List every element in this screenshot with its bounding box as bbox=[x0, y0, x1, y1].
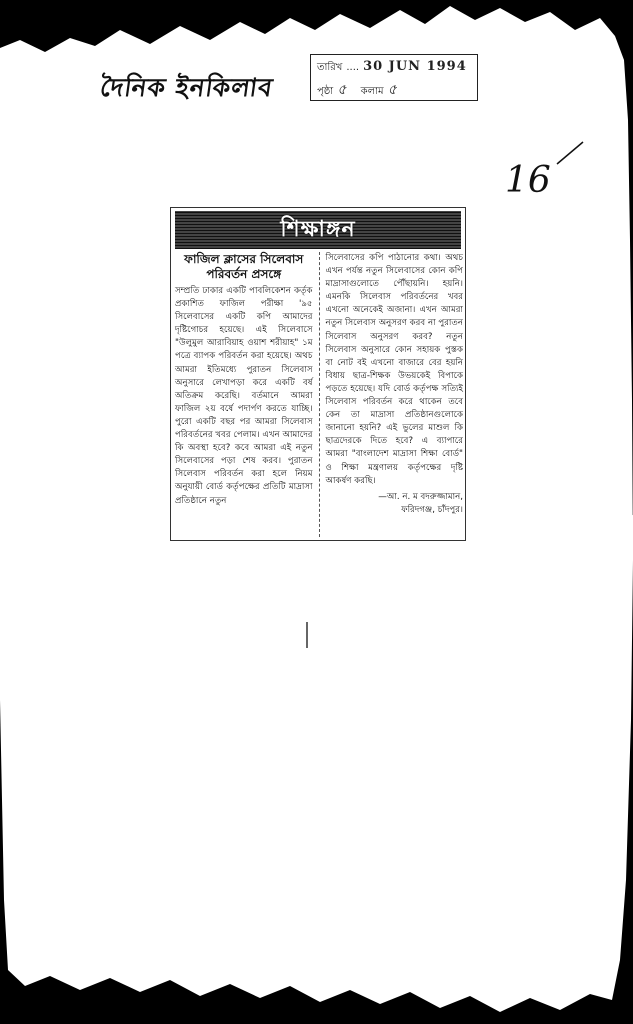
article-headline: ফাজিল ক্লাসের সিলেবাস পরিবর্তন প্রসঙ্গে bbox=[184, 252, 304, 281]
column-divider bbox=[319, 252, 320, 537]
article-column-2 bbox=[326, 252, 464, 537]
handwritten-page-number: 16 bbox=[505, 160, 551, 201]
author-name: —আ. ন. ম বদরুজ্জামান, bbox=[378, 491, 463, 502]
article-text-column-1: সম্প্রতি ঢাকার একটি পাবলিকেশন কর্তৃক প্রকাশিত ফাজিল পরীক্ষা '৯৫ সিলেবাসের একটি কপি আমাদের দৃষ্টিগোচর হয়েছে। এই সিলেবাসে "উলুমুল আরাবিয়াহ ওয়াশ শরীয়াহ" ১ম পত্রে ব্যাপক পরিবর্তন করা হয়েছে। অথচ আমরা ইতিমধ্যে পুরাতন সিলেবাস অনুসারে লেখাপড়া করে একটি বর্ষ অতিক্রম করেছি। বর্তমানে আমরা ফাজিল ২য় বর্ষে পদার্পণ করতে যাচ্ছি। পুরো একটি বছর পর আমরা সিলেবাস পরিবর্তনের খবর পেলাম। এখন আমাদের কি অবস্থা হবে? কবে আমরা এই নতুন সিলেবাসের পড়া শেষ করব। পুরাতন সিলেবাস পরিবর্তন করা হলে নিয়ম অনুযায়ী বোর্ড কর্তৃপক্ষের প্রতিটি মাদ্রাসা প্রতিষ্ঠানে নতুন bbox=[175, 286, 313, 506]
date-label: তারিখ bbox=[317, 62, 343, 73]
column-value: ৫ bbox=[387, 82, 397, 98]
pen-stroke-mark bbox=[555, 140, 585, 166]
article-clipping bbox=[170, 207, 466, 541]
page-value: ৫ bbox=[337, 82, 347, 98]
page-label: পৃষ্ঠা bbox=[317, 86, 334, 97]
section-banner bbox=[175, 211, 461, 249]
date-value: 30 JUN 1994 bbox=[363, 59, 467, 74]
article-column-1 bbox=[175, 252, 313, 537]
author-place: ফরিদগঞ্জ, চাঁদপুর। bbox=[401, 504, 463, 515]
column-label: কলাম bbox=[360, 86, 384, 97]
section-banner-title: শিক্ষাঙ্গন bbox=[280, 215, 356, 242]
author-signature bbox=[326, 491, 464, 517]
scan-speck-mark bbox=[300, 620, 314, 650]
newspaper-masthead: দৈনিক ইনকিলাব bbox=[98, 73, 276, 102]
date-stamp-box: তারিখ .... 30 JUN 1994 পৃষ্ঠা ৫ কলাম ৫ bbox=[310, 54, 478, 101]
article-text-column-2: সিলেবাসের কপি পাঠানোর কথা। অথচ এখন পর্যন্ত নতুন সিলেবাসের কোন কপি মাদ্রাসাগুলোতে পৌঁছায়নি। হয়নি। এমনকি সিলেবাস পরিবর্তনের খবর এখনো অনেকেই অজানা। এখন আমরা নতুন সিলেবাস অনুসরণ করব না পুরাতন সিলেবাস অনুসরণ করব? নতুন সিলেবাস অনুসারে কোন সহায়ক পুস্তক বা নোট বই এখনো বাজারে বের হয়নি বিধায় ছাত্র-শিক্ষক উভয়কেই বিপাকে পড়তে হয়েছে। যদি বোর্ড কর্তৃপক্ষ সত্যিই সিলেবাস পরিবর্তন করে থাকেন তবে কেন তা মাদ্রাসা প্রতিষ্ঠানগুলোকে জানানো হয়নি? এই ভুলের মাশুল কি ছাত্রদেরকে দিতে হবে? এ ব্যাপারে আমরা "বাংলাদেশ মাদ্রাসা শিক্ষা বোর্ড" ও শিক্ষা মন্ত্রণালয় কর্তৃপক্ষের দৃষ্টি আকর্ষণ করছি। bbox=[325, 253, 463, 486]
